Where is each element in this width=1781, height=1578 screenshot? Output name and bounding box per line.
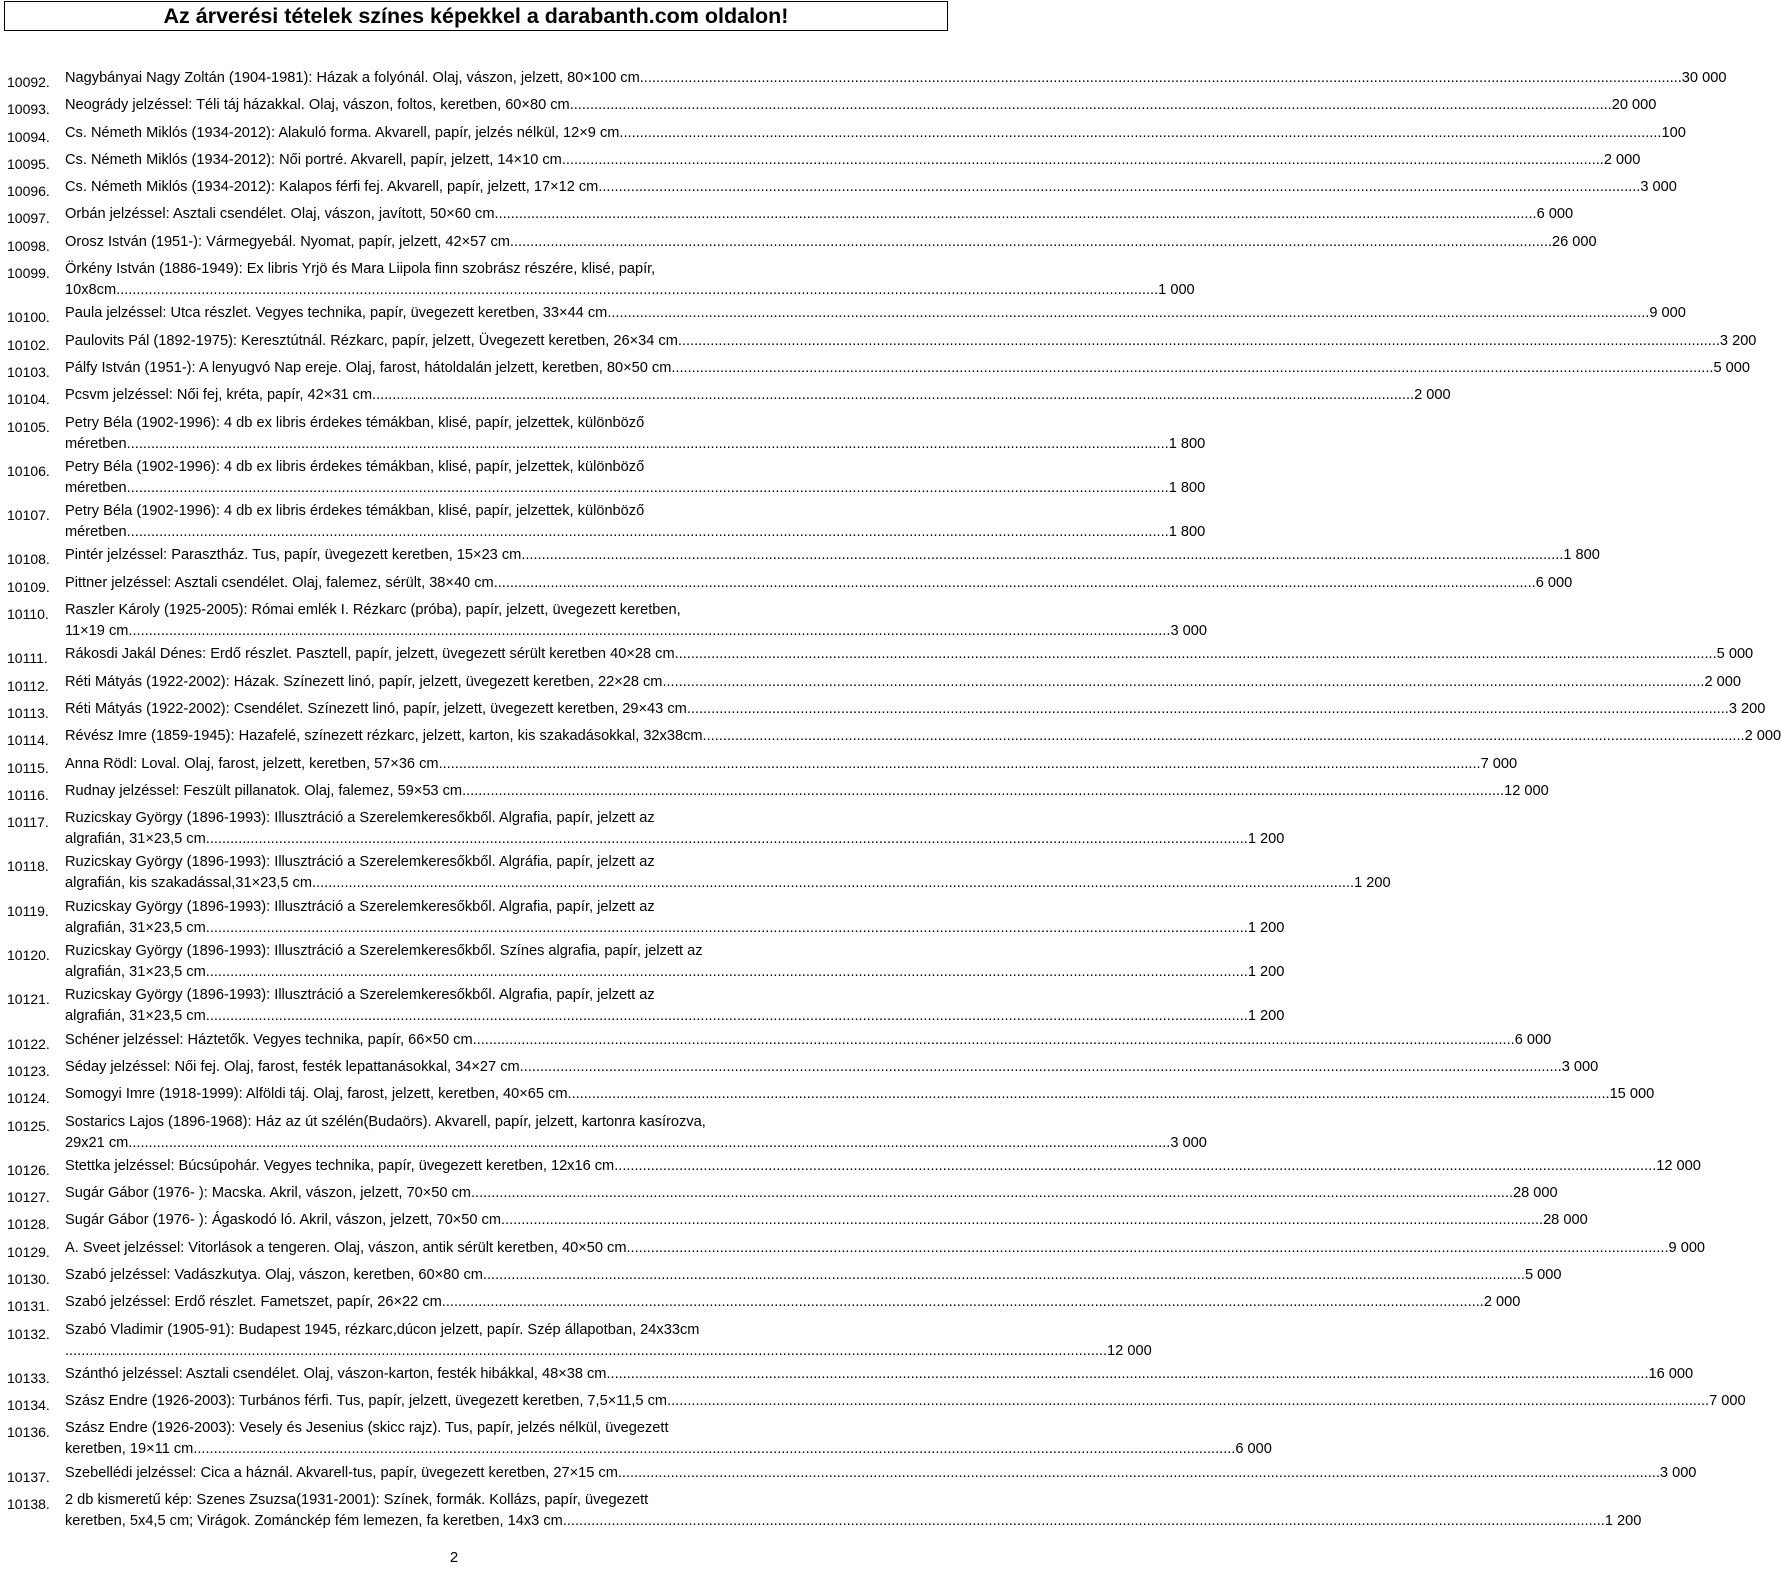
lot-number: 10112. [7,677,49,694]
lot-number: 10123. [7,1062,50,1079]
lot-description-line: algrafián, 31×23,5 cm [65,964,206,981]
lot-entry [7,303,1686,328]
lot-starting-price: 1 800 [1168,435,1206,452]
lot-description-line: Ruzicskay György (1896-1993): Illusztráció a Szerelemkeresőkből. Algráfia, papír, jelzett az [65,854,655,871]
lot-description-line: Réti Mátyás (1922-2002): Csendélet. Színezett linó, papír, jelzett, üvegezett keretben, 29×43 cm [65,700,687,717]
lot-entry [7,1320,1152,1362]
lot-description-line: Szász Endre (1926-2003): Vesely és Jesenius (skicc rajz). Tus, papír, jelzés nélkül, üvegezett [65,1420,669,1437]
lot-description-line: 11×19 cm [65,623,129,640]
lot-starting-price: 1 200 [1247,1008,1285,1025]
dot-leader [439,754,1481,775]
lot-starting-price: 5 000 [1713,359,1750,376]
lot-entry [7,1210,1588,1235]
lot-entry [7,754,1518,779]
banner [4,1,948,31]
lot-entry [7,699,1766,724]
lot-starting-price: 1 200 [1247,919,1285,936]
dot-leader [206,1006,1248,1027]
lot-number: 10113. [7,704,49,721]
lot-number: 10108. [7,551,50,568]
lot-starting-price: 28 000 [1513,1185,1558,1202]
lot-starting-price: 3 000 [1640,179,1677,196]
lot-entry [7,204,1574,229]
lot-entry [7,457,1206,499]
dot-leader [495,204,1537,225]
lot-description-line: Réti Mátyás (1922-2002): Házak. Színezett linó, papír, jelzett, üvegezett keretben, 22×28 cm [65,673,663,690]
dot-leader [193,1439,1235,1460]
dot-leader [626,1238,1668,1259]
lot-number: 10122. [7,1035,50,1052]
lot-number: 10102. [7,336,50,353]
lot-starting-price: 1 800 [1563,547,1600,564]
dot-leader [206,918,1248,939]
lot-entry [7,1030,1552,1055]
lot-number: 10126. [7,1161,50,1178]
lot-starting-price: 15 000 [1609,1086,1655,1103]
lot-description-line: 10x8cm [65,282,117,299]
lot-description-line: Rákosdi Jakál Dénes: Erdő részlet. Pasztell, papír, jelzett, üvegezett sérült keretben 40×28 cm [65,646,675,663]
dot-leader [662,672,1704,693]
dot-leader [510,232,1552,253]
lot-description-line: Rudnay jelzéssel: Feszült pillanatok. Olaj, falemez, 59×53 cm [65,782,463,799]
lot-description-line: Orosz István (1951-): Vármegyebál. Nyomat, papír, jelzett, 42×57 cm [65,233,510,250]
lot-description-line: Ruzicskay György (1896-1993): Illusztráció a Szerelemkeresőkből. Algrafia, papír, jelzett az [65,810,655,827]
dot-leader [667,1391,1709,1412]
dot-leader [614,1156,1656,1177]
dot-leader [619,123,1661,144]
lot-description-line: Nagybányai Nagy Zoltán (1904-1981): Házak a folyónál. Olaj, vászon, jelzett, 80×100 cm [65,70,640,86]
lot-description-line: 29x21 cm [65,1134,129,1151]
lot-starting-price: 12 000 [1504,782,1549,799]
lot-starting-price: 3 000 [1561,1058,1599,1075]
page-number: 2 [449,1549,459,1566]
lot-number: 10096. [7,183,50,200]
dot-leader [127,434,1169,455]
lot-number: 10124. [7,1090,50,1107]
lot-description-line: Paula jelzéssel: Utca részlet. Vegyes technika, papír, üvegezett keretben, 33×44 cm [65,305,608,322]
lot-description-line: Schéner jelzéssel: Háztetők. Vegyes technika, papír, 66×50 cm [65,1031,473,1048]
dot-leader [471,1183,1513,1204]
lot-number: 10137. [7,1468,50,1485]
lot-number: 10133. [7,1369,50,1386]
lot-entry [7,808,1285,850]
lot-description-line: méretben [65,479,127,496]
lot-entry [7,1183,1558,1208]
lot-number: 10128. [7,1216,50,1233]
dot-leader [473,1030,1515,1051]
lot-description-line: Anna Rödl: Loval. Olaj, farost, jelzett, keretben, 57×36 cm [65,755,439,772]
lot-description-line: Pittner jelzéssel: Asztali csendélet. Olaj, falemez, sérült, 38×40 cm [65,574,494,591]
lot-description-line: Révész Imre (1859-1945): Hazafelé, színezett rézkarc, jelzett, karton, kis szakadásokkal, 32x38cm [65,728,703,745]
lot-description-line: Sugár Gábor (1976- ): Ágaskodó ló. Akril, vászon, jelzett, 70×50 cm [65,1212,502,1229]
lot-number: 10100. [7,309,50,326]
lot-entry [7,545,1600,570]
lot-entry [7,985,1285,1027]
dot-leader [520,1057,1562,1078]
lot-number: 10119. [7,902,49,919]
lot-starting-price: 6 000 [1235,1441,1272,1458]
dot-leader [501,1210,1543,1231]
dot-leader [521,545,1563,566]
lot-starting-price: 6 000 [1536,206,1574,223]
lot-number: 10127. [7,1189,50,1206]
lot-starting-price: 28 000 [1543,1212,1588,1229]
lot-description-line: algrafián, kis szakadással,31×23,5 cm [65,875,313,892]
lot-entry [7,358,1750,383]
lot-description-line: Ruzicskay György (1896-1993): Illusztráció a Szerelemkeresőkből. Színes algrafia, papír, jelzett az [65,943,703,960]
lot-entry [7,852,1391,894]
lot-description-line: Neogrády jelzéssel: Téli táj házakkal. Olaj, vászon, foltos, keretben, 60×80 cm [65,97,570,114]
lot-description-line: Szabó Vladimir (1905-91): Budapest 1945, rézkarc,dúcon jelzett, papír. Szép állapotban, 24x33cm [65,1321,700,1338]
lot-starting-price: 1 200 [1604,1513,1642,1530]
lot-number: 10115. [7,759,49,776]
dot-leader [127,522,1169,543]
lot-description-line: Szebellédi jelzéssel: Cica a háznál. Akvarell-tus, papír, üvegezett keretben, 27×15 cm [65,1464,618,1481]
lot-number: 10125. [7,1117,50,1134]
lot-number: 10107. [7,507,50,524]
dot-leader [687,699,1729,720]
lot-number: 10097. [7,210,50,227]
dot-leader [462,781,1504,802]
lot-description-line: Ruzicskay György (1896-1993): Illusztráció a Szerelemkeresőkből. Algrafia, papír, jelzett az [65,898,655,915]
lot-number: 10109. [7,578,50,595]
lot-starting-price: 20 000 [1611,97,1657,114]
lot-entry [7,726,1781,751]
dot-leader [675,644,1717,665]
lot-entry [7,1364,1694,1389]
lot-entry [7,1238,1706,1263]
lot-number: 10092. [7,74,50,90]
lot-description-line: Pcsvm jelzéssel: Női fej, kréta, papír, 42×31 cm [65,387,373,404]
lot-starting-price: 1 800 [1168,524,1206,541]
lot-number: 10114. [7,732,49,749]
lot-number: 10132. [7,1325,50,1342]
lot-starting-price: 3 200 [1728,700,1766,717]
lot-entry [7,150,1641,175]
lot-starting-price: 2 000 [1704,673,1742,690]
lot-number: 10134. [7,1397,50,1414]
lot-number: 10098. [7,237,50,254]
lot-description-line: Szánthó jelzéssel: Asztali csendélet. Olaj, vászon-karton, festék hibákkal, 48×38 cm [65,1365,607,1382]
lot-description-line: Sugár Gábor (1976- ): Macska. Akril, vászon, jelzett, 70×50 cm [65,1185,471,1202]
lot-number: 10138. [7,1496,50,1513]
dot-leader [563,1511,1605,1532]
lot-entry [7,1112,1207,1154]
dot-leader [618,1463,1660,1484]
lot-entry [7,331,1757,356]
dot-leader [206,962,1248,983]
dot-leader [483,1265,1525,1286]
lot-description-line: Cs. Németh Miklós (1934-2012): Alakuló forma. Akvarell, papír, jelzés nélkül, 12×9 cm [65,124,620,141]
dot-leader [678,331,1720,352]
lot-number: 10111. [7,650,48,667]
dot-leader [640,68,1682,89]
lot-entry [7,68,1727,93]
lot-entry [7,413,1206,455]
lot-description-line: algrafián, 31×23,5 cm [65,1008,206,1025]
dot-leader [570,95,1612,116]
dot-leader [116,280,1158,301]
lot-starting-price: 3 200 [1719,332,1757,349]
lot-entry [7,897,1285,939]
lot-entry [7,1490,1642,1532]
lot-starting-price: 100 [1661,124,1686,141]
lot-starting-price: 1 800 [1168,479,1206,496]
lot-description-line: Séday jelzéssel: Női fej. Olaj, farost, festék lepattanásokkal, 34×27 cm [65,1058,520,1075]
lot-entry [7,644,1754,669]
lot-number: 10129. [7,1243,50,1260]
lot-entry [7,672,1742,697]
lot-number: 10120. [7,947,50,964]
dot-leader [206,829,1248,850]
lot-description-line: Petry Béla (1902-1996): 4 db ex libris érdekes témákban, klisé, papír, jelzettek, különböző [65,458,645,475]
dot-leader [703,726,1745,747]
dot-leader [312,873,1354,894]
lot-description-line: Somogyi Imre (1918-1999): Alföldi táj. Olaj, farost, jelzett, keretben, 40×65 cm [65,1086,568,1103]
lot-starting-price: 2 000 [1414,387,1451,404]
lot-description-line: Orbán jelzéssel: Asztali csendélet. Olaj, vászon, javított, 50×60 cm [65,206,495,223]
lot-entry [7,1265,1562,1290]
lot-starting-price: 1 000 [1158,282,1195,299]
lot-description-line: 2 db kismeretű kép: Szenes Zsuzsa(1931-2001): Színek, formák. Kollázs, papír, üvegezett [65,1492,649,1509]
lot-starting-price: 3 000 [1659,1464,1697,1481]
lot-number: 10121. [7,991,50,1008]
lot-description-line: Paulovits Pál (1892-1975): Keresztútnál. Rézkarc, papír, jelzett, Üvegezett keretben, 26×34 cm [65,332,678,349]
lot-number: 10106. [7,462,50,479]
lot-description-line: algrafián, 31×23,5 cm [65,831,206,848]
lot-number: 10104. [7,391,50,408]
dot-leader [606,1364,1648,1385]
lot-number: 10105. [7,418,50,435]
lot-entry [7,501,1206,543]
lot-starting-price: 12 000 [1656,1157,1701,1174]
lot-entry [7,95,1657,120]
banner-link[interactable]: Az árverési tételek színes képekkel a darabanth.com oldalon! [163,3,789,28]
lot-description-line: Stettka jelzéssel: Búcsúpohár. Vegyes technika, papír, üvegezett keretben, 12x16 cm [65,1157,615,1174]
lot-description-line: Sostarics Lajos (1896-1968): Ház az út szélén(Budaörs). Akvarell, papír, jelzett, kartonra kasírozva, [65,1113,706,1130]
lot-description-line: Szabó jelzéssel: Erdő részlet. Fametszet, papír, 26×22 cm [65,1294,442,1311]
dot-leader [128,1133,1170,1154]
lot-entry [7,600,1207,642]
lot-entry [7,781,1549,806]
lot-entry [7,1057,1599,1082]
lot-entry [7,941,1285,983]
lot-description-line: méretben [65,524,127,541]
lot-starting-price: 6 000 [1514,1031,1552,1048]
lot-starting-price: 3 000 [1170,1134,1207,1151]
auction-lot-list [7,68,1781,1534]
lot-entry [7,259,1195,301]
lot-number: 10093. [7,101,50,118]
dot-leader [372,385,1414,406]
lot-starting-price: 5 000 [1524,1266,1562,1283]
lot-entry [7,232,1597,257]
lot-description-line: Ruzicskay György (1896-1993): Illusztráció a Szerelemkeresőkből. Algrafia, papír, jelzett az [65,987,655,1004]
lot-starting-price: 2 000 [1603,151,1641,168]
lot-starting-price: 12 000 [1107,1342,1152,1359]
dot-leader [568,1084,1610,1105]
lot-entry [7,1463,1697,1488]
dot-leader [128,621,1170,642]
lot-entry [7,1391,1746,1416]
lot-entry [7,385,1451,410]
lot-starting-price: 26 000 [1551,233,1597,250]
lot-starting-price: 2 000 [1483,1294,1521,1311]
lot-description-line: Szabó jelzéssel: Vadászkutya. Olaj, vászon, keretben, 60×80 cm [65,1266,483,1283]
dot-leader [562,150,1604,171]
lot-number: 10136. [7,1424,50,1441]
lot-number: 10131. [7,1298,50,1315]
lot-number: 10116. [7,786,49,803]
lot-entry [7,1418,1272,1460]
lot-starting-price: 5 000 [1716,646,1754,663]
lot-entry [7,1084,1655,1109]
dot-leader [127,478,1169,499]
lot-number: 10095. [7,155,50,172]
lot-description-line: Petry Béla (1902-1996): 4 db ex libris érdekes témákban, klisé, papír, jelzettek, különböző [65,503,645,520]
lot-entry [7,573,1573,598]
lot-entry [7,1292,1521,1317]
lot-description-line: Örkény István (1886-1949): Ex libris Yrjö és Mara Liipola finn szobrász részére, klisé, papír, [65,261,656,278]
lot-description-line: A. Sveet jelzéssel: Vitorlások a tengeren. Olaj, vászon, antik sérült keretben, 40×50 cm [65,1239,627,1256]
lot-number: 10103. [7,363,50,380]
lot-number: 10130. [7,1270,50,1287]
lot-description-line: Raszler Károly (1925-2005): Római emlék I. Rézkarc (próba), papír, jelzett, üvegezett keretben, [65,602,681,619]
lot-description-line: Szász Endre (1926-2003): Turbános férfi. Tus, papír, jelzett, üvegezett keretben, 7,5×11,5 cm [65,1393,668,1410]
lot-starting-price: 30 000 [1681,70,1727,86]
lot-starting-price: 1 200 [1247,964,1285,981]
lot-number: 10094. [7,128,50,145]
lot-description-line: méretben [65,435,127,452]
lot-starting-price: 7 000 [1709,1393,1746,1410]
lot-description-line: algrafián, 31×23,5 cm [65,919,206,936]
lot-starting-price: 2 000 [1744,728,1781,745]
lot-number: 10110. [7,606,49,623]
lot-starting-price: 1 200 [1247,831,1285,848]
lot-number: 10099. [7,265,50,282]
dot-leader [442,1292,1484,1313]
dot-leader [598,177,1640,198]
lot-description-line: Cs. Németh Miklós (1934-2012): Női portré. Akvarell, papír, jelzett, 14×10 cm [65,151,562,168]
lot-description-line: Pálfy István (1951-): A lenyugvó Nap ereje. Olaj, farost, hátoldalán jelzett, keretben, 80×50 cm [65,359,672,376]
lot-description-line: keretben, 19×11 cm [65,1441,194,1458]
lot-starting-price: 3 000 [1170,623,1207,640]
lot-number: 10118. [7,858,49,875]
lot-entry [7,177,1677,202]
lot-starting-price: 6 000 [1535,574,1573,591]
lot-description-line: Cs. Németh Miklós (1934-2012): Kalapos férfi fej. Akvarell, papír, jelzett, 17×12 cm [65,179,599,196]
lot-starting-price: 9 000 [1668,1239,1706,1256]
lot-number: 10117. [7,814,49,831]
lot-entry [7,123,1686,148]
lot-description-line: Pintér jelzéssel: Parasztház. Tus, papír, üvegezett keretben, 15×23 cm [65,547,522,564]
lot-starting-price: 9 000 [1649,305,1686,322]
lot-description-line: Petry Béla (1902-1996): 4 db ex libris érdekes témákban, klisé, papír, jelzettek, különböző [65,414,645,431]
dot-leader [607,303,1649,324]
dot-leader [65,1341,1107,1362]
lot-entry [7,1156,1701,1181]
lot-starting-price: 16 000 [1648,1365,1694,1382]
lot-starting-price: 7 000 [1480,755,1518,772]
dot-leader [671,358,1713,379]
lot-description-line: keretben, 5x4,5 cm; Virágok. Zománckép fém lemezen, fa keretben, 14x3 cm [65,1513,563,1530]
lot-starting-price: 1 200 [1354,875,1391,892]
dot-leader [494,573,1536,594]
